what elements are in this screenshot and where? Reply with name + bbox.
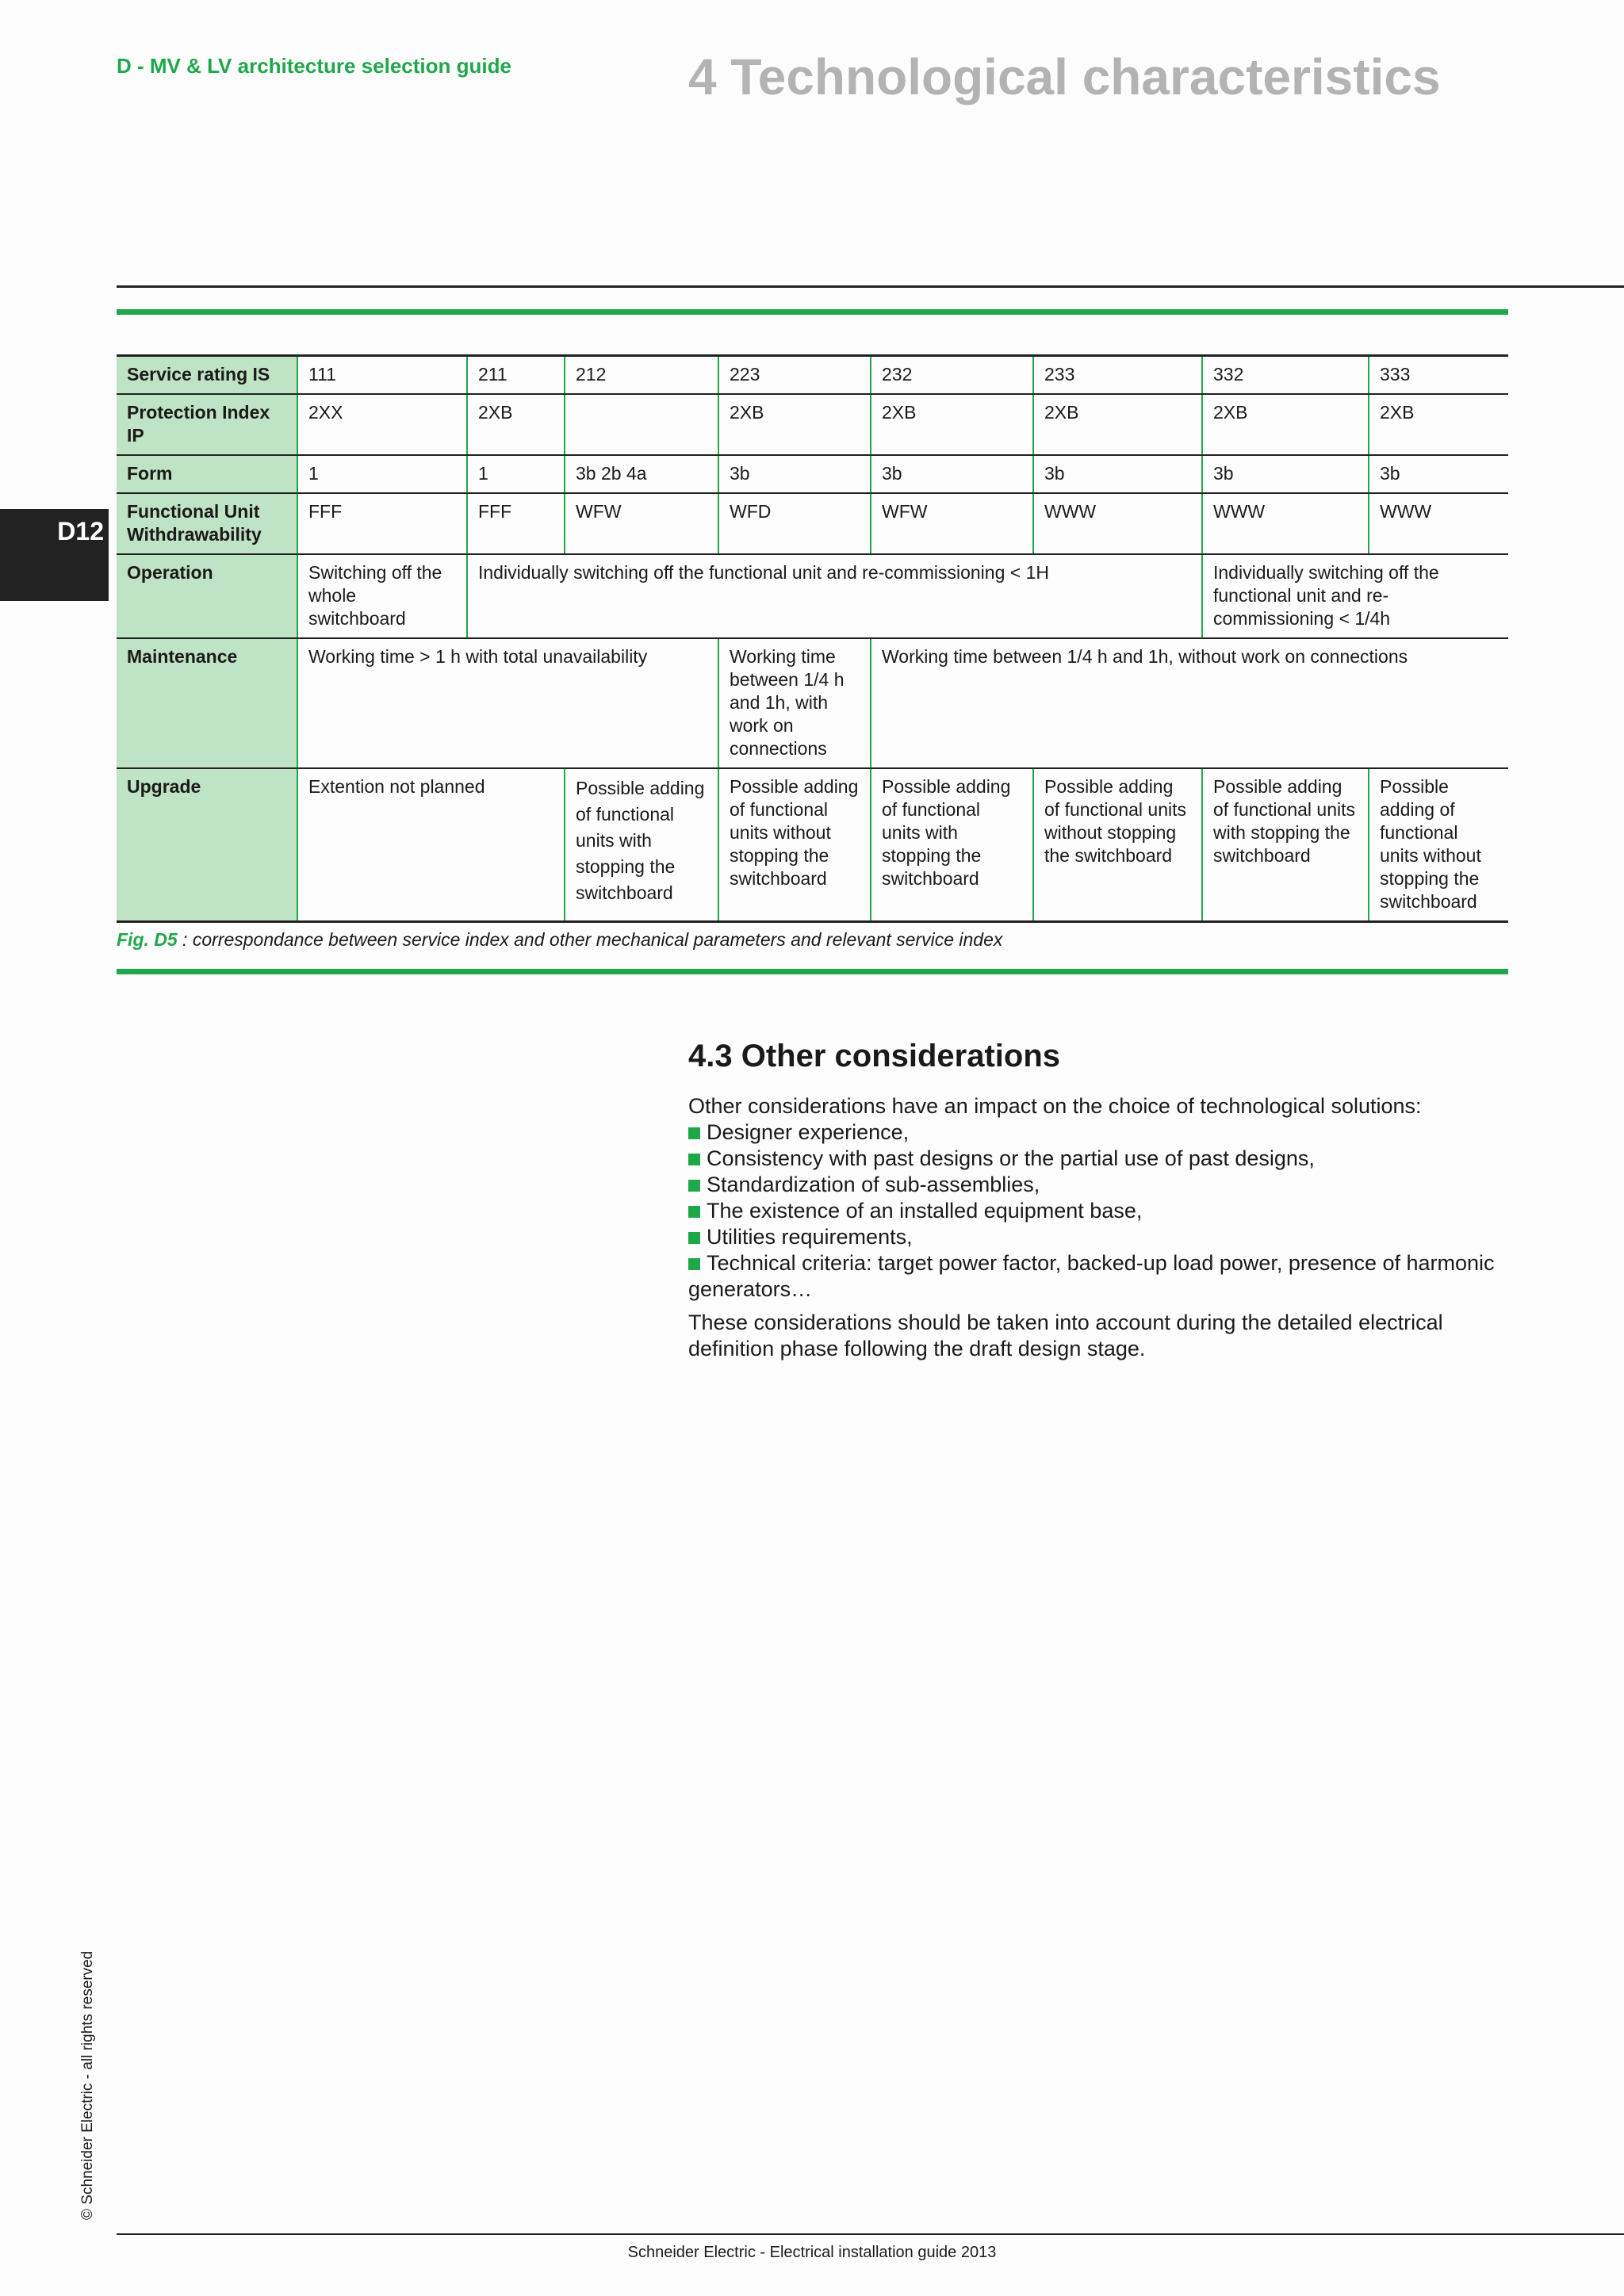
row-header: Maintenance [117,638,297,768]
row-header: Operation [117,554,297,638]
table-cell: 1 [467,455,565,493]
green-rule-bottom [117,969,1508,974]
table-cell: 2XX [297,394,467,455]
table-cell: Individually switching off the functional unit and re-commissioning < 1/4h [1202,554,1508,638]
square-bullet-icon [688,1206,700,1218]
chapter-title: 4 Technological characteristics [688,48,1441,105]
page-number: D12 [57,517,104,545]
top-rule [117,285,1624,288]
figure-caption-text: : correspondance between service index and other mechanical parameters and relevant service index [177,929,1003,950]
table-cell: 2XB [871,394,1033,455]
table-row [117,554,1508,638]
list-item-text: The existence of an installed equipment base, [707,1199,1143,1223]
table-row [117,356,1508,395]
square-bullet-icon [688,1232,700,1244]
table-cell: Extention not planned [297,768,565,922]
list-item-text: Designer experience, [707,1120,910,1144]
table-cell: WFW [871,493,1033,554]
square-bullet-icon [688,1258,700,1270]
row-header: Functional Unit Withdrawability [117,493,297,554]
list-item-text: Technical criteria: target power factor, backed-up load power, presence of harmonic generators… [688,1251,1495,1301]
row-header: Upgrade [117,768,297,922]
table-cell: 2XB [1202,394,1369,455]
list-item [688,1119,1513,1146]
table-cell: Possible adding of functional units with stopping the switchboard [1202,768,1369,922]
page-footer: Schneider Electric - Electrical installation guide 2013 [627,2244,997,2261]
row-header: Protection Index IP [117,394,297,455]
table-cell: 3b [1369,455,1508,493]
table-cell: 223 [718,356,871,395]
table-cell: 233 [1033,356,1202,395]
list-item [688,1146,1513,1172]
table-cell: 232 [871,356,1033,395]
green-rule-top [117,309,1508,315]
table-cell: 333 [1369,356,1508,395]
table-cell: Possible adding of functional units without stopping the switchboard [1369,768,1508,922]
bottom-rule [117,2233,1624,2235]
section-heading: 4.3 Other considerations [688,1039,1061,1073]
copyright-notice: © Schneider Electric - all rights reserved [79,1950,96,2220]
list-item-text: Consistency with past designs or the partial use of past designs, [707,1146,1315,1170]
section-label: D - MV & LV architecture selection guide [117,54,511,78]
table-cell: Individually switching off the functional unit and re-commissioning < 1H [467,554,1202,638]
table-cell: 2XB [718,394,871,455]
table-cell: 211 [467,356,565,395]
table-cell: 3b [718,455,871,493]
table-cell: Possible adding of functional units without stopping the switchboard [718,768,871,922]
table-row [117,394,1508,455]
other-considerations-section [688,1039,1513,1362]
table-cell: WWW [1033,493,1202,554]
square-bullet-icon [688,1180,700,1192]
table-cell: 3b 2b 4a [565,455,718,493]
section-closing: These considerations should be taken into account during the detailed electrical definition phase following the draft design stage. [688,1311,1443,1360]
list-item-text: Utilities requirements, [707,1225,913,1249]
list-item [688,1172,1513,1198]
table-cell: 2XB [1033,394,1202,455]
table-cell: 332 [1202,356,1369,395]
list-item [688,1250,1513,1303]
table-cell: WFD [718,493,871,554]
table-cell: 1 [297,455,467,493]
table-cell: WFW [565,493,718,554]
table-cell: 212 [565,356,718,395]
table-row [117,768,1508,922]
list-item-text: Standardization of sub-assemblies, [707,1173,1040,1196]
table-cell: WWW [1202,493,1369,554]
table-cell: Switching off the whole switchboard [297,554,467,638]
table-cell: FFF [467,493,565,554]
table-cell: 111 [297,356,467,395]
table-cell: Possible adding of functional units without stopping the switchboard [1033,768,1202,922]
table-cell: FFF [297,493,467,554]
table-row [117,638,1508,768]
list-item [688,1198,1513,1224]
table-cell: Possible adding of functional units with stopping the switchboard [871,768,1033,922]
table-cell: 2XB [467,394,565,455]
service-index-table [117,354,1508,923]
figure-caption [117,929,1002,951]
table-cell: Working time > 1 h with total unavailability [297,638,718,768]
list-item [688,1224,1513,1250]
table-cell: Working time between 1/4 h and 1h, without work on connections [871,638,1508,768]
table-cell: 2XB [1369,394,1508,455]
row-header: Form [117,455,297,493]
table-cell: WWW [1369,493,1508,554]
table-cell: Working time between 1/4 h and 1h, with work on connections [718,638,871,768]
square-bullet-icon [688,1154,700,1165]
table-cell: Possible adding of functional units with stopping the switchboard [565,768,718,922]
table-cell: 3b [1202,455,1369,493]
table-row [117,455,1508,493]
table-cell [565,394,718,455]
table-cell: 3b [871,455,1033,493]
table-row [117,493,1508,554]
square-bullet-icon [688,1127,700,1139]
section-intro: Other considerations have an impact on the choice of technological solutions: [688,1094,1422,1118]
page-tab [0,509,109,601]
row-header: Service rating IS [117,356,297,395]
figure-label: Fig. D5 [117,929,178,950]
table-cell: 3b [1033,455,1202,493]
